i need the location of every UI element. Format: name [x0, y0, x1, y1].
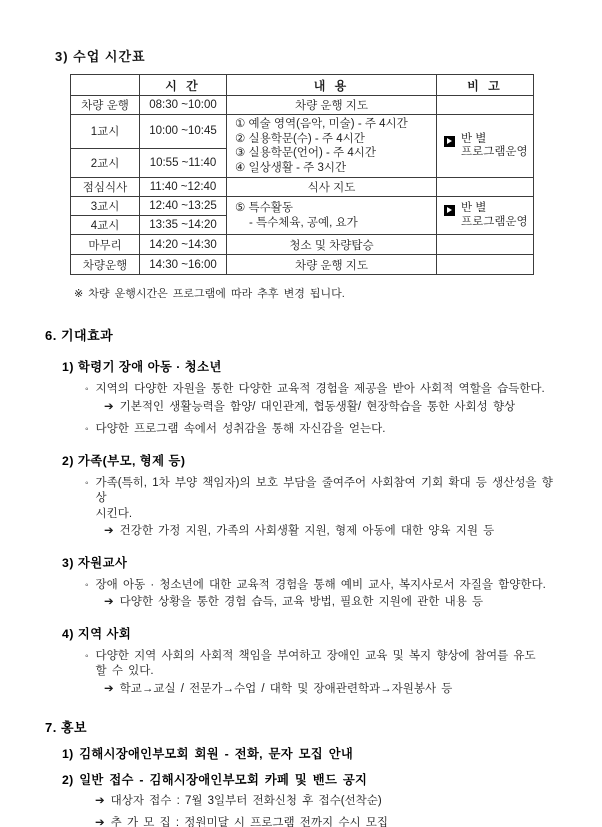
timetable-heading: 3) 수업 시간표: [55, 49, 146, 64]
bullet-text: 다양한 지역 사회의 사회적 책임을 부여하고 장애인 교육 및 복지 향상에 참여를 유도: [95, 649, 536, 662]
subsection-title: 4) 지역 사회: [62, 626, 132, 641]
note-cell: [437, 255, 534, 275]
promotion-section: [45, 717, 602, 827]
content-cell: 차량 운행 지도: [227, 255, 437, 275]
timetable-row: [71, 178, 534, 197]
note-line: 프로그램운영: [461, 146, 528, 158]
time-cell: 08:30 ~10:00: [140, 96, 227, 115]
bullet-text: 가족(특히, 1차 부양 책임자)의 보호 부담을 줄여주어 사회참여 기회 확대 등 생산성을 향상: [95, 476, 553, 504]
content-line: ⑤ 특수활동: [235, 202, 293, 214]
timetable: [70, 74, 534, 275]
subsection-title: 3) 자원교사: [62, 555, 128, 570]
timetable-header-row: [71, 75, 534, 96]
column-header-content: 내 용: [227, 75, 437, 96]
time-cell: 14:30 ~16:00: [140, 255, 227, 275]
arrow-text: 건강한 가정 지원, 가족의 사회생활 지원, 형제 아동에 대한 양육 지원 등: [119, 525, 495, 537]
boxed-arrow-icon: [444, 136, 455, 147]
column-header-note: 비 고: [437, 75, 534, 96]
bullet-icon: ◦: [85, 424, 89, 435]
note-line: 반 별: [461, 202, 487, 214]
promotion-item: 1) 김해시장애인부모회 회원 - 전화, 문자 모집 안내: [62, 747, 354, 761]
arrow-icon: ➔: [95, 816, 105, 827]
arrow-text: 학교→교실 / 전문가→수업 / 대학 및 장애관련학과→자원봉사 등: [119, 682, 453, 695]
arrow-icon: ➔: [104, 400, 114, 413]
content-cell-merged: [227, 197, 437, 235]
bullet-icon: ◦: [85, 579, 89, 591]
bullet-text: 시킨다.: [95, 507, 133, 520]
content-cell: 청소 및 차량탑승: [227, 235, 437, 255]
content-cell-merged: [227, 115, 437, 178]
note-cell: [437, 96, 534, 115]
period-cell: 2교시: [71, 148, 140, 177]
period-cell: 1교시: [71, 115, 140, 149]
timetable-row: [71, 197, 534, 216]
note-cell: [437, 235, 534, 255]
bullet-icon: ◦: [85, 650, 89, 662]
arrow-text: 다양한 상황을 통한 경험 습득, 교육 방법, 필요한 지원에 관한 내용 등: [119, 596, 484, 608]
time-cell: 12:40 ~13:25: [140, 197, 227, 216]
expected-effects-section: [45, 325, 602, 697]
boxed-arrow-icon: [444, 205, 455, 216]
note-line: 프로그램운영: [461, 215, 528, 228]
arrow-icon: ➔: [95, 795, 105, 807]
subsection-children-youth: [45, 357, 602, 438]
arrow-icon: ➔: [104, 682, 114, 695]
bullet-icon: ◦: [85, 477, 89, 489]
promotion-item: 2) 일반 접수 - 김해시장애인부모회 카페 및 밴드 공지: [62, 773, 368, 787]
arrow-text: 기본적인 생활능력을 함양/ 대인관계, 협동생활/ 현장학습을 통한 사회성 향상: [119, 400, 516, 413]
bullet-text: 다양한 프로그램 속에서 성취감을 통해 자신감을 얻는다.: [95, 423, 386, 435]
period-cell: 마무리: [71, 235, 140, 255]
content-line: ③ 실용학문(언어) - 주 4시간: [235, 147, 376, 159]
subsection-title: 1) 학령기 장애 아동 · 청소년: [62, 360, 222, 374]
arrow-text: 추 가 모 집 : 정원미달 시 프로그램 전까지 수시 모집: [110, 816, 388, 827]
content-line: ② 실용학문(수) - 주 4시간: [235, 132, 365, 145]
content-line: ① 예술 영역(음악, 미술) - 주 4시간: [235, 118, 408, 130]
timetable-row: [71, 255, 534, 275]
timetable-row: [71, 96, 534, 115]
arrow-icon: ➔: [104, 596, 114, 608]
period-cell: 차량 운행: [71, 96, 140, 115]
subsection-volunteer-teacher: [45, 553, 602, 611]
period-cell: 4교시: [71, 216, 140, 235]
note-line: 반 별: [461, 132, 487, 145]
column-header-time: 시 간: [140, 75, 227, 96]
note-cell: [437, 178, 534, 197]
content-cell: 식사 지도: [227, 178, 437, 197]
timetable-row: [71, 235, 534, 255]
note-cell-merged: [437, 115, 534, 178]
time-cell: 13:35 ~14:20: [140, 216, 227, 235]
content-line: - 특수체육, 공예, 요가: [249, 216, 358, 229]
period-cell: 점심식사: [71, 178, 140, 197]
bullet-text: 장애 아동 · 청소년에 대한 교육적 경험을 통해 예비 교사, 복지사로서 자질을 함양한다.: [95, 578, 546, 591]
content-line: ④ 일상생활 - 주 3시간: [235, 161, 347, 174]
subsection-title: 2) 가족(부모, 형제 등): [62, 453, 186, 468]
arrow-text: 대상자 접수 : 7월 3일부터 전화신청 후 접수(선착순): [110, 795, 382, 807]
bullet-text: 할 수 있다.: [95, 665, 154, 677]
arrow-icon: ➔: [104, 525, 114, 537]
bullet-text: 지역의 다양한 자원을 통한 다양한 교육적 경험을 제공을 받아 사회적 역할을 습득한다.: [95, 383, 545, 395]
period-cell: 차량운행: [71, 255, 140, 275]
time-cell: 10:00 ~10:45: [140, 115, 227, 149]
note-cell-merged: [437, 197, 534, 235]
promotion-heading: 7. 홍보: [45, 720, 88, 735]
timetable-footnote: ※ 차량 운행시간은 프로그램에 따라 추후 변경 됩니다.: [74, 288, 345, 300]
timetable-row: [71, 115, 534, 149]
time-cell: 14:20 ~14:30: [140, 235, 227, 255]
time-cell: 10:55 ~11:40: [140, 148, 227, 177]
expected-effects-heading: 6. 기대효과: [45, 328, 114, 343]
subsection-family: [45, 451, 602, 540]
content-cell: 차량 운행 지도: [227, 96, 437, 115]
period-cell: 3교시: [71, 197, 140, 216]
column-header-period: [71, 75, 140, 96]
subsection-local-community: [45, 624, 602, 698]
bullet-icon: ◦: [85, 384, 89, 395]
time-cell: 11:40 ~12:40: [140, 178, 227, 197]
